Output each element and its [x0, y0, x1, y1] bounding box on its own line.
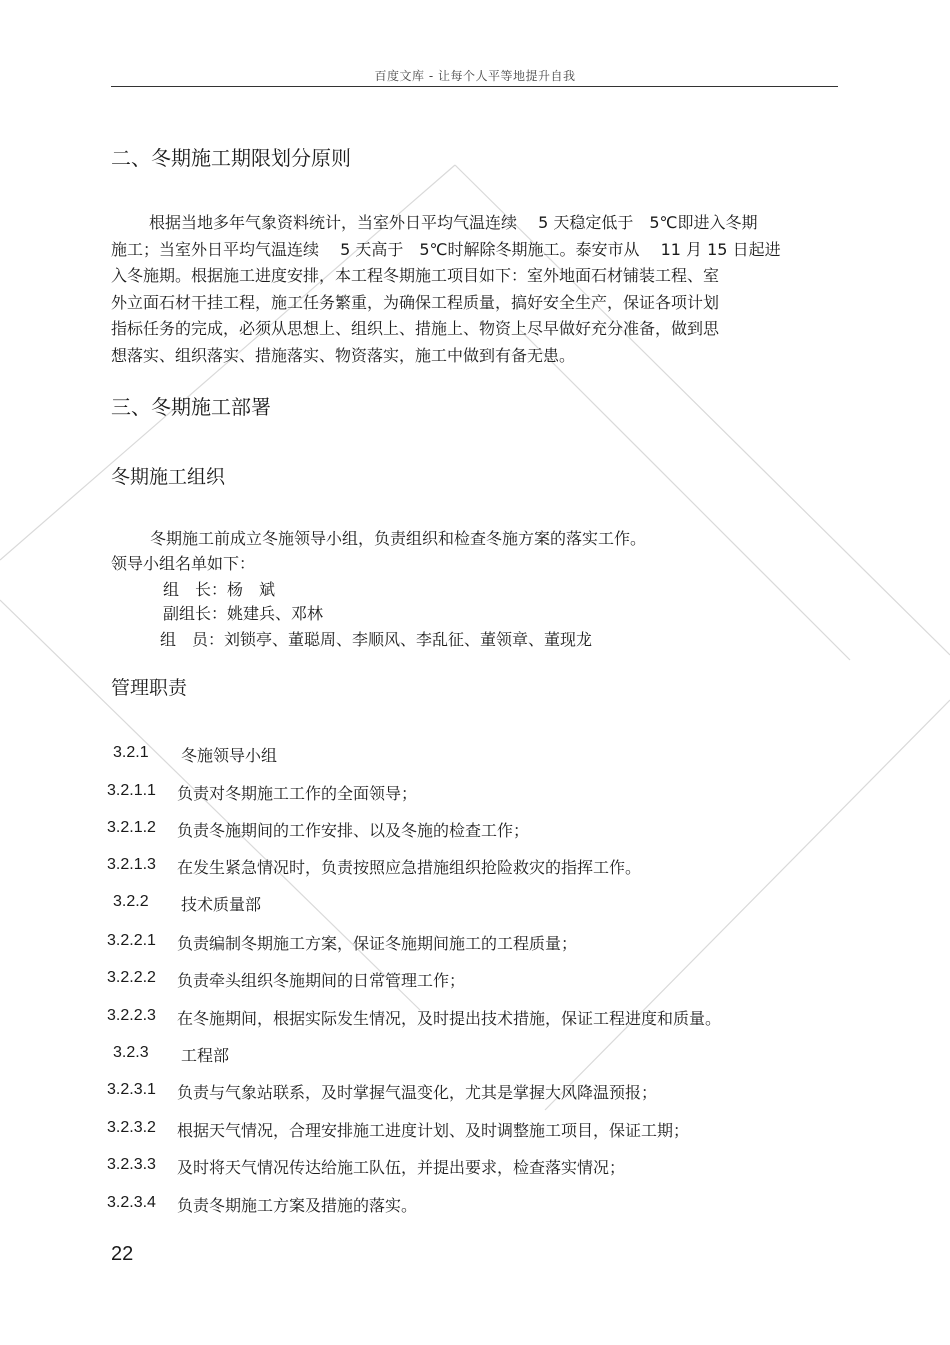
item-number: 3.2.2: [113, 893, 149, 910]
item-number: 3.2.3.2: [107, 1119, 156, 1136]
section2-title: 二、冬期施工期限划分原则: [111, 146, 351, 170]
deputy-names: 副组长：姚建兵、邓林: [163, 604, 324, 623]
member-names: 组 员：刘锁亭、董聪周、李顺风、李乱征、董领章、董现龙: [160, 630, 593, 649]
item-text: 在发生紧急情况时，负责按照应急措施组织抢险救灾的指挥工作。: [177, 858, 642, 877]
org-title: 冬期施工组织: [111, 466, 226, 488]
item-number: 3.2.2.1: [107, 932, 156, 949]
item-text: 负责牵头组织冬施期间的日常管理工作；: [177, 971, 466, 990]
item-number: 3.2.2.3: [107, 1007, 156, 1024]
item-text: 在冬施期间，根据实际发生情况，及时提出技术措施，保证工程进度和质量。: [177, 1009, 722, 1028]
item-text: 负责冬施期间的工作安排、以及冬施的检查工作；: [177, 821, 530, 840]
mgmt-title: 管理职责: [111, 677, 188, 699]
para-line: 根据当地多年气象资料统计，当室外日平均气温连续 5 天稳定低于 5℃即进入冬期: [149, 213, 758, 232]
item-number: 3.2.3.1: [107, 1081, 156, 1098]
section2-paragraph: [111, 210, 838, 370]
item-text: 负责编制冬期施工方案，保证冬施期间施工的工程质量；: [177, 934, 578, 953]
header-rule: [111, 86, 838, 87]
item-text: 及时将天气情况传达给施工队伍，并提出要求，检查落实情况；: [177, 1158, 626, 1177]
item-number: 3.2.3: [113, 1044, 149, 1061]
item-number: 3.2.1: [113, 744, 149, 761]
item-text: 工程部: [181, 1046, 230, 1065]
item-text: 负责对冬期施工工作的全面领导；: [177, 784, 418, 803]
item-number: 3.2.3.4: [107, 1194, 156, 1211]
para-line: 想落实、组织落实、措施落实、物资落实，施工中做到有备无患。: [111, 345, 576, 365]
item-number: 3.2.1.3: [107, 856, 156, 873]
item-number: 3.2.1.2: [107, 819, 156, 836]
page-header: 百度文库 - 让每个人平等地提升自我: [374, 69, 576, 83]
para-line: 指标任务的完成，必须从思想上、组织上、措施上、物资上尽早做好充分准备，做到思: [111, 319, 720, 339]
item-text: 根据天气情况，合理安排施工进度计划、及时调整施工项目，保证工期；: [177, 1121, 690, 1140]
item-text: 冬施领导小组: [181, 746, 278, 765]
item-number: 3.2.3.3: [107, 1156, 156, 1173]
leader-name: 组 长：杨 斌: [163, 580, 276, 599]
para-line: 施工；当室外日平均气温连续 5 天高于 5℃时解除冬期施工。泰安市从 11 月 15 日起进: [111, 239, 781, 259]
page-number: 22: [111, 1243, 134, 1265]
org-intro: 冬期施工前成立冬施领导小组，负责组织和检查冬施方案的落实工作。: [150, 529, 647, 548]
section3-title: 三、冬期施工部署: [111, 395, 271, 419]
para-line: 入冬施期。根据施工进度安排，本工程冬期施工项目如下：室外地面石材铺装工程、室: [111, 266, 720, 286]
item-text: 负责冬期施工方案及措施的落实。: [177, 1196, 418, 1215]
item-number: 3.2.1.1: [107, 782, 156, 799]
para-line: 外立面石材干挂工程，施工任务繁重，为确保工程质量，搞好安全生产，保证各项计划: [111, 292, 720, 312]
item-number: 3.2.2.2: [107, 969, 156, 986]
leader-list-label: 领导小组名单如下：: [111, 554, 256, 573]
item-text: 技术质量部: [181, 895, 262, 914]
item-text: 负责与气象站联系，及时掌握气温变化，尤其是掌握大风降温预报；: [177, 1083, 658, 1102]
